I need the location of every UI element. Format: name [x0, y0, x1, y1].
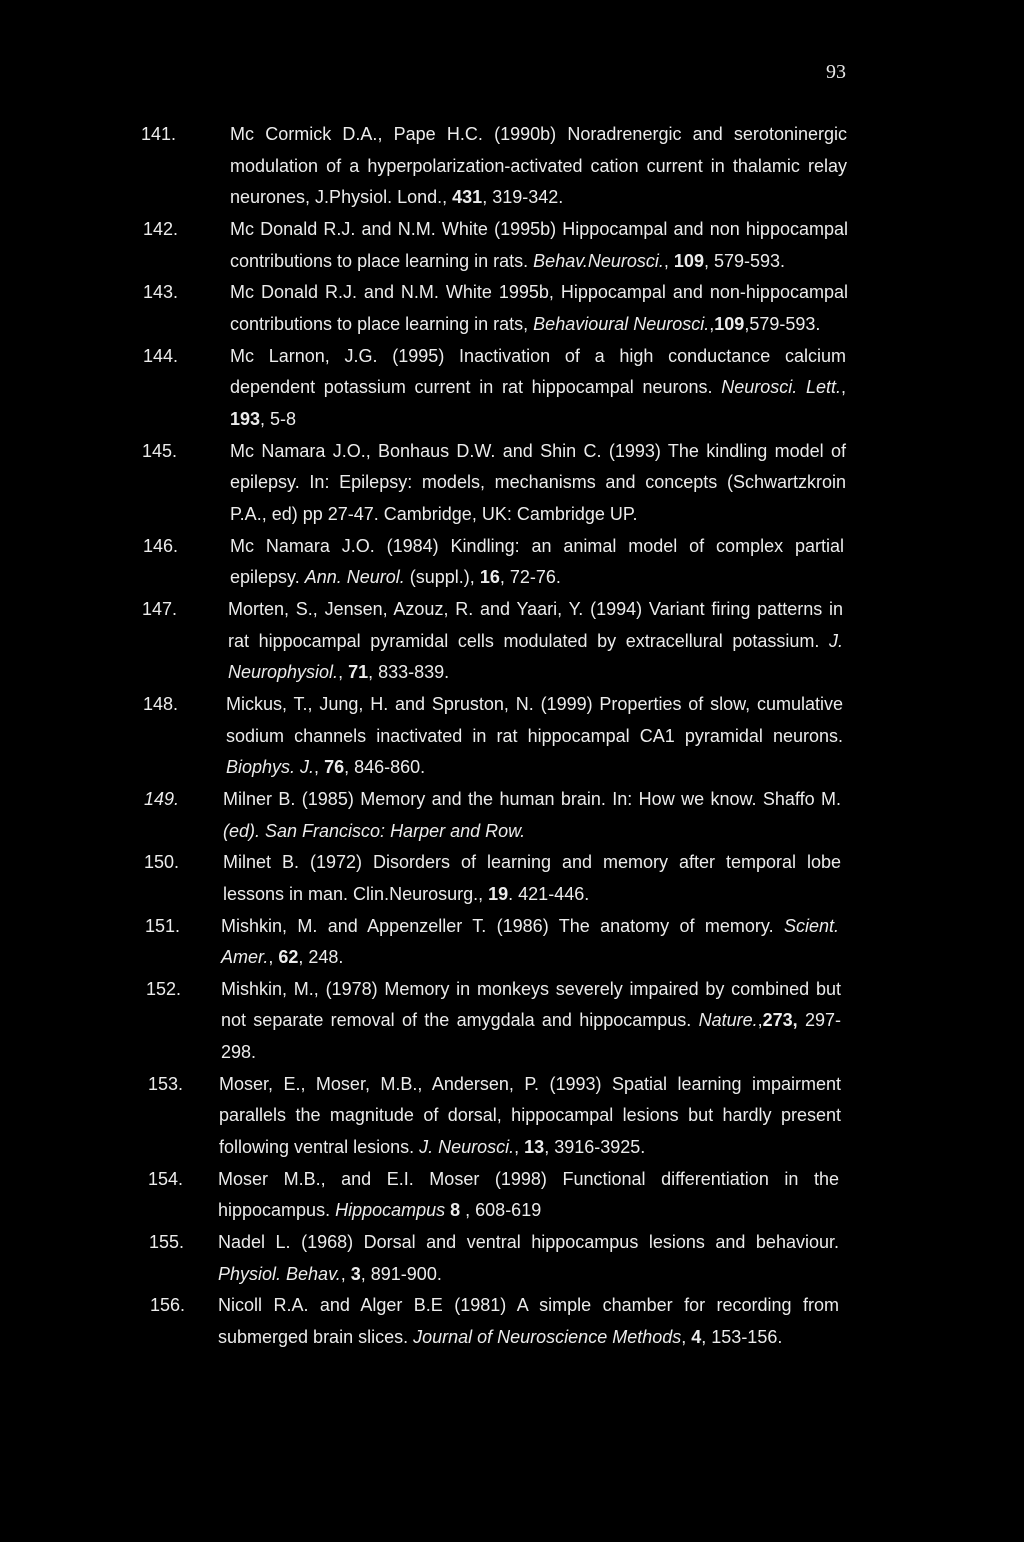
citation-text: , 846-860.: [344, 757, 426, 778]
citation-text: Milnet B. (1972) Disorders of learning and memory after temporal lobe: [223, 852, 841, 873]
citation-text: Morten, S., Jensen, Azouz, R. and Yaari, Y. (1994) Variant firing patterns in: [228, 598, 843, 619]
citation-text: Moser, E., Moser, M.B., Andersen, P. (1993) Spatial learning impairment: [219, 1073, 841, 1094]
citation-text: Mishkin, M., (1978) Memory in monkeys severely impaired by combined but: [221, 978, 841, 999]
citation-text: , 3916-3925.: [544, 1137, 646, 1158]
reference-line: [230, 562, 844, 594]
citation-volume: 13: [524, 1137, 545, 1158]
reference-line: [223, 784, 841, 816]
citation-text: epilepsy. In: Epilepsy: models, mechanisms and concepts (Schwartzkroin: [230, 472, 846, 493]
reference-number: 155.: [149, 1232, 185, 1253]
citation-emphasis: Amer.: [221, 947, 269, 968]
citation-text: following ventral lesions.: [219, 1137, 420, 1158]
reference-line: [221, 974, 841, 1006]
citation-emphasis: Scient.: [783, 915, 839, 936]
citation-text: P.A., ed) pp 27-47. Cambridge, UK: Cambridge UP.: [230, 503, 638, 524]
reference-line: [230, 531, 844, 563]
citation-volume: 62: [278, 947, 299, 968]
reference-line: [219, 1100, 841, 1132]
reference-number: 151.: [145, 915, 181, 936]
citation-text: Nadel L. (1968) Dorsal and ventral hippocampus lesions and behaviour.: [218, 1232, 839, 1253]
citation-text: ,: [514, 1137, 525, 1158]
citation-volume: 273,: [762, 1010, 798, 1031]
citation-text: , 833-839.: [368, 662, 450, 683]
reference-line: [228, 626, 843, 658]
citation-text: lessons in man. Clin.Neurosurg.,: [223, 883, 489, 904]
reference-number: 152.: [146, 978, 182, 999]
reference-line: [223, 816, 841, 848]
citation-emphasis: Behavioural Neurosci.: [533, 313, 710, 334]
citation-emphasis: Behav.Neurosci.: [533, 250, 664, 271]
citation-text: Mc Namara J.O. (1984) Kindling: an animal model of complex partial: [230, 535, 844, 556]
reference-list: [0, 119, 1024, 1359]
citation-volume: 71: [348, 662, 369, 683]
citation-text: Mc Larnon, J.G. (1995) Inactivation of a high conductance calcium: [230, 345, 846, 366]
citation-emphasis: Ann. Neurol.: [304, 567, 405, 588]
citation-volume: 3: [350, 1263, 361, 1284]
citation-text: Mc Cormick D.A., Pape H.C. (1990b) Noradrenergic and serotoninergic: [230, 124, 847, 144]
reference-number: 142.: [143, 218, 179, 239]
citation-text: ,: [340, 1263, 351, 1284]
citation-text: contributions to place learning in rats,: [230, 313, 534, 334]
citation-text: epilepsy.: [230, 567, 305, 588]
citation-text: , 153-156.: [701, 1327, 783, 1348]
reference-line: [226, 721, 843, 753]
reference-line: [230, 277, 848, 309]
citation-volume: 109: [673, 250, 704, 271]
citation-text: , 72-76.: [499, 567, 561, 588]
reference-line: [221, 1005, 841, 1037]
citation-volume: 109: [714, 313, 745, 334]
reference-line: [218, 1259, 839, 1291]
citation-volume: 19: [488, 883, 509, 904]
reference-line: [226, 689, 843, 721]
reference-number: 145.: [142, 440, 178, 461]
citation-text: ,: [757, 1010, 763, 1031]
citation-text: Mc Namara J.O., Bonhaus D.W. and Shin C. (1993) The kindling model of: [230, 440, 846, 461]
citation-emphasis: Biophys. J.: [226, 757, 315, 778]
reference-number: 143.: [143, 282, 179, 303]
citation-volume: 8: [450, 1200, 461, 1221]
reference-number: 146.: [143, 535, 179, 556]
reference-line: [230, 246, 848, 278]
citation-volume: 76: [324, 757, 345, 778]
citation-text: , 248.: [298, 947, 344, 968]
citation-text: Nicoll R.A. and Alger B.E (1981) A simple chamber for recording from: [218, 1295, 839, 1316]
citation-text: ,579-593.: [744, 313, 821, 334]
citation-text: ,: [268, 947, 279, 968]
reference-line: [218, 1290, 839, 1322]
citation-text: Milner B. (1985) Memory and the human brain. In: How we know. Shaffo M.: [223, 788, 841, 809]
citation-text: modulation of a hyperpolarization-activated cation current in thalamic relay: [230, 155, 847, 176]
citation-text: neurones, J.Physiol. Lond.,: [230, 187, 453, 208]
citation-text: submerged brain slices.: [218, 1327, 414, 1348]
reference-line: [221, 942, 839, 974]
citation-emphasis: Nature.: [698, 1010, 758, 1031]
reference-line: [230, 372, 846, 404]
citation-text: Moser M.B., and E.I. Moser (1998) Functional differentiation in the: [218, 1168, 839, 1189]
citation-text: ,: [338, 662, 349, 683]
reference-line: [218, 1164, 839, 1196]
reference-line: [218, 1322, 839, 1354]
citation-emphasis: Neurophysiol.: [228, 662, 339, 683]
citation-emphasis: Physiol. Behav.: [218, 1263, 341, 1284]
citation-text: (suppl.),: [404, 567, 480, 588]
citation-emphasis: J. Neurosci.: [419, 1137, 515, 1158]
reference-line: [230, 151, 847, 183]
reference-line: [221, 911, 839, 943]
citation-text: parallels the magnitude of dorsal, hippocampal lesions but hardly present: [219, 1105, 841, 1126]
citation-text: . 421-446.: [508, 883, 590, 904]
reference-number: 150.: [144, 852, 180, 873]
citation-text: ,: [840, 377, 846, 398]
citation-emphasis: Hippocampus: [335, 1200, 451, 1221]
reference-line: [230, 467, 846, 499]
citation-text: , 5-8: [260, 408, 297, 429]
citation-text: , 608-619: [460, 1200, 542, 1221]
citation-text: contributions to place learning in rats.: [230, 250, 534, 271]
citation-text: not separate removal of the amygdala and hippocampus.: [221, 1010, 699, 1031]
citation-text: dependent potassium current in rat hippocampal neurons.: [230, 377, 722, 398]
reference-line: [219, 1132, 841, 1164]
citation-volume: 431: [452, 187, 483, 208]
citation-text: Mc Donald R.J. and N.M. White (1995b) Hippocampal and non hippocampal: [230, 218, 848, 239]
citation-volume: 16: [479, 567, 500, 588]
reference-line: [230, 309, 848, 341]
citation-text: , 319-342.: [482, 187, 564, 208]
reference-number: 156.: [150, 1295, 186, 1316]
reference-number: 144.: [143, 345, 179, 366]
citation-emphasis: (ed). San Francisco: Harper and Row.: [223, 820, 526, 841]
reference-number: 148.: [143, 693, 179, 714]
reference-line: [230, 499, 846, 531]
reference-line: [226, 752, 843, 784]
citation-text: Mc Donald R.J. and N.M. White 1995b, Hippocampal and non-hippocampal: [230, 282, 848, 303]
reference-line: [230, 119, 847, 151]
reference-line: [230, 182, 847, 214]
citation-text: ,: [314, 757, 325, 778]
reference-number: 149.: [144, 788, 180, 809]
reference-number: 154.: [148, 1168, 184, 1189]
citation-text: Mickus, T., Jung, H. and Spruston, N. (1999) Properties of slow, cumulative: [226, 693, 843, 714]
citation-emphasis: J.: [828, 630, 843, 651]
reference-line: [223, 847, 841, 879]
citation-text: ,: [663, 250, 674, 271]
citation-emphasis: Journal of Neuroscience Methods: [413, 1327, 682, 1348]
reference-line: [230, 341, 846, 373]
reference-line: [230, 404, 846, 436]
page-number: 93: [826, 61, 846, 83]
reference-number: 147.: [142, 598, 178, 619]
citation-emphasis: Neurosci. Lett.: [721, 377, 841, 398]
reference-line: [223, 879, 841, 911]
reference-line: [218, 1227, 839, 1259]
citation-text: 297-: [797, 1010, 842, 1031]
citation-text: rat hippocampal pyramidal cells modulated by extracellural potassium.: [228, 630, 829, 651]
citation-text: , 579-593.: [703, 250, 786, 271]
citation-text: Mishkin, M. and Appenzeller T. (1986) The anatomy of memory.: [221, 915, 784, 936]
citation-text: ,: [709, 313, 715, 334]
reference-line: [228, 594, 843, 626]
citation-text: , 891-900.: [360, 1263, 442, 1284]
reference-number: 153.: [148, 1073, 184, 1094]
citation-text: 298.: [221, 1042, 257, 1063]
reference-line: [230, 214, 848, 246]
citation-text: ,: [681, 1327, 692, 1348]
citation-text: sodium channels inactivated in rat hippocampal CA1 pyramidal neurons.: [226, 725, 843, 746]
reference-line: [230, 436, 846, 468]
reference-line: [228, 657, 843, 689]
reference-line: [219, 1069, 841, 1101]
reference-number: 141.: [141, 124, 177, 144]
reference-line: [218, 1195, 839, 1227]
citation-volume: 4: [691, 1327, 702, 1348]
citation-text: hippocampus.: [218, 1200, 336, 1221]
reference-line: [221, 1037, 841, 1069]
citation-volume: 193: [230, 408, 261, 429]
